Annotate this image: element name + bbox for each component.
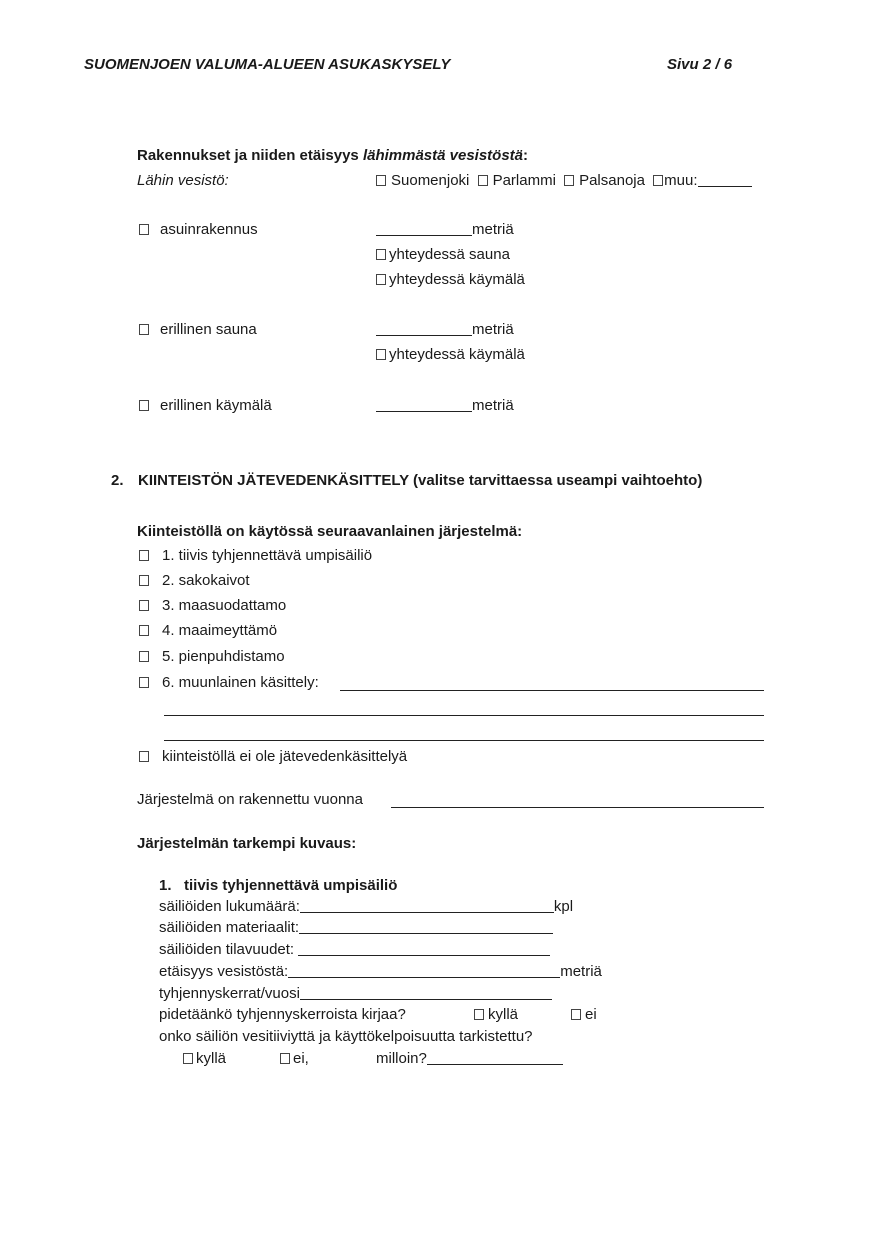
tank-volumes-label: säiliöiden tilavuudet: bbox=[159, 941, 295, 958]
water-option-parlammi: Parlammi bbox=[492, 172, 556, 189]
checked-no-checkbox[interactable] bbox=[280, 1053, 290, 1064]
system-6-label: 6. muunlainen käsittely: bbox=[162, 674, 319, 691]
tank-number: 1. bbox=[159, 877, 172, 894]
system-5-checkbox[interactable] bbox=[139, 651, 149, 662]
nearest-water-label: Lähin vesistö: bbox=[137, 172, 229, 189]
tank-records-row bbox=[159, 1006, 406, 1024]
built-year-input[interactable] bbox=[391, 807, 764, 808]
records-no-checkbox[interactable] bbox=[571, 1009, 581, 1020]
palsanoja-checkbox[interactable] bbox=[564, 175, 574, 186]
records-no-label: ei bbox=[585, 1006, 597, 1023]
tank-checked-label: onko säiliön vesitiiviyttä ja käyttökelpoisuutta tarkistettu? bbox=[159, 1028, 533, 1045]
water-option-suomenjoki: Suomenjoki bbox=[391, 172, 470, 189]
other-treatment-line-2[interactable] bbox=[164, 715, 764, 716]
building-item-sauna bbox=[139, 321, 257, 339]
tank-distance-input[interactable] bbox=[288, 963, 560, 978]
tank-count-label: säiliöiden lukumäärä: bbox=[159, 898, 300, 915]
system-2-checkbox[interactable] bbox=[139, 575, 149, 586]
tank-count-input[interactable] bbox=[300, 898, 554, 913]
system-5-label: 5. pienpuhdistamo bbox=[162, 648, 285, 665]
no-treatment-checkbox[interactable] bbox=[139, 751, 149, 762]
system-option-3 bbox=[139, 597, 286, 615]
muu-input-line[interactable] bbox=[698, 172, 752, 187]
system-6-checkbox[interactable] bbox=[139, 677, 149, 688]
system-1-label: 1. tiivis tyhjennettävä umpisäiliö bbox=[162, 547, 373, 564]
toilet-distance-unit: metriä bbox=[472, 397, 514, 414]
water-option-palsanoja: Palsanoja bbox=[579, 172, 645, 189]
tank-distance-row bbox=[159, 963, 602, 981]
tank-distance-unit: metriä bbox=[560, 963, 602, 980]
tank-emptyings-input[interactable] bbox=[300, 985, 552, 1000]
residential-distance-unit: metriä bbox=[472, 221, 514, 238]
building-item-toilet bbox=[139, 397, 272, 415]
sauna-toilet-option bbox=[376, 346, 525, 364]
checked-yes-option bbox=[183, 1050, 226, 1068]
no-treatment-option bbox=[139, 748, 407, 766]
checked-no-label: ei, bbox=[293, 1050, 309, 1067]
sauna-distance-unit: metriä bbox=[472, 321, 514, 338]
no-treatment-label: kiinteistöllä ei ole jätevedenkäsittelyä bbox=[162, 748, 408, 765]
other-treatment-line-1[interactable] bbox=[340, 690, 764, 691]
other-treatment-line-3[interactable] bbox=[164, 740, 764, 741]
building-item-residential bbox=[139, 221, 258, 239]
toilet-distance-input[interactable] bbox=[376, 397, 472, 412]
system-option-1 bbox=[139, 547, 372, 565]
built-year-label: Järjestelmä on rakennettu vuonna bbox=[137, 791, 363, 808]
residential-sauna-checkbox[interactable] bbox=[376, 249, 386, 260]
residential-distance bbox=[376, 221, 514, 239]
tank-emptyings-row bbox=[159, 985, 552, 1003]
tank-materials-input[interactable] bbox=[299, 919, 553, 934]
tank-title: tiivis tyhjennettävä umpisäiliö bbox=[184, 877, 398, 894]
suomenjoki-checkbox[interactable] bbox=[376, 175, 386, 186]
system-4-label: 4. maaimeyttämö bbox=[162, 622, 278, 639]
system-2-label: 2. sakokaivot bbox=[162, 572, 250, 589]
tank-count-row bbox=[159, 898, 573, 916]
toilet-distance bbox=[376, 397, 514, 415]
checked-when-input[interactable] bbox=[427, 1050, 563, 1065]
records-yes-option bbox=[474, 1006, 518, 1024]
residential-label: asuinrakennus bbox=[160, 221, 258, 238]
tank-materials-row bbox=[159, 919, 553, 937]
system-3-label: 3. maasuodattamo bbox=[162, 597, 287, 614]
water-option-muu: muu: bbox=[664, 172, 698, 189]
residential-checkbox[interactable] bbox=[139, 224, 149, 235]
residential-toilet-checkbox[interactable] bbox=[376, 274, 386, 285]
checked-no-option bbox=[280, 1050, 309, 1068]
residential-toilet-option bbox=[376, 271, 525, 289]
system-1-checkbox[interactable] bbox=[139, 550, 149, 561]
sauna-toilet-checkbox[interactable] bbox=[376, 349, 386, 360]
buildings-heading-prefix: Rakennukset ja niiden etäisyys bbox=[137, 147, 363, 164]
system-3-checkbox[interactable] bbox=[139, 600, 149, 611]
tank-volumes-input[interactable] bbox=[298, 941, 550, 956]
sauna-distance-input[interactable] bbox=[376, 321, 472, 336]
checked-when-label: milloin? bbox=[376, 1050, 427, 1067]
toilet-checkbox[interactable] bbox=[139, 400, 149, 411]
tank-records-label: pidetäänkö tyhjennyskerroista kirjaa? bbox=[159, 1006, 406, 1023]
tank-volumes-row bbox=[159, 941, 550, 959]
section2-title: KIINTEISTÖN JÄTEVEDENKÄSITTELY (valitse tarvittaessa useampi vaihtoehto) bbox=[138, 472, 703, 489]
system-option-6 bbox=[139, 674, 319, 692]
muu-checkbox[interactable] bbox=[653, 175, 663, 186]
sauna-checkbox[interactable] bbox=[139, 324, 149, 335]
tank-count-unit: kpl bbox=[553, 898, 574, 915]
system-4-checkbox[interactable] bbox=[139, 625, 149, 636]
buildings-heading bbox=[137, 147, 528, 165]
system-intro: Kiinteistöllä on käytössä seuraavanlainen järjestelmä: bbox=[137, 523, 523, 540]
residential-toilet-label: yhteydessä käymälä bbox=[389, 271, 525, 288]
buildings-heading-italic: lähimmästä vesistöstä bbox=[362, 147, 524, 164]
tank-distance-label: etäisyys vesistöstä: bbox=[159, 963, 289, 980]
records-yes-label: kyllä bbox=[488, 1006, 519, 1023]
sauna-distance bbox=[376, 321, 514, 339]
toilet-label: erillinen käymälä bbox=[160, 397, 272, 414]
sauna-label: erillinen sauna bbox=[160, 321, 257, 338]
records-no-option bbox=[571, 1006, 597, 1024]
checked-yes-label: kyllä bbox=[196, 1050, 227, 1067]
section2-number: 2. bbox=[111, 472, 124, 489]
nearest-water-options bbox=[376, 172, 752, 190]
page-number: Sivu 2 / 6 bbox=[667, 56, 733, 73]
tank-emptyings-label: tyhjennyskerrat/vuosi bbox=[159, 985, 300, 1002]
residential-sauna-label: yhteydessä sauna bbox=[389, 246, 510, 263]
document-title: SUOMENJOEN VALUMA-ALUEEN ASUKASKYSELY bbox=[84, 56, 451, 73]
residential-distance-input[interactable] bbox=[376, 221, 472, 236]
tank-materials-label: säiliöiden materiaalit: bbox=[159, 919, 300, 936]
detail-heading: Järjestelmän tarkempi kuvaus: bbox=[137, 835, 357, 852]
buildings-heading-suffix: : bbox=[523, 147, 529, 164]
system-option-2 bbox=[139, 572, 250, 590]
parlammi-checkbox[interactable] bbox=[478, 175, 488, 186]
system-option-4 bbox=[139, 622, 277, 640]
system-option-5 bbox=[139, 648, 285, 666]
checked-when-row bbox=[376, 1050, 563, 1068]
checked-yes-checkbox[interactable] bbox=[183, 1053, 193, 1064]
sauna-toilet-label: yhteydessä käymälä bbox=[389, 346, 525, 363]
residential-sauna-option bbox=[376, 246, 510, 264]
records-yes-checkbox[interactable] bbox=[474, 1009, 484, 1020]
